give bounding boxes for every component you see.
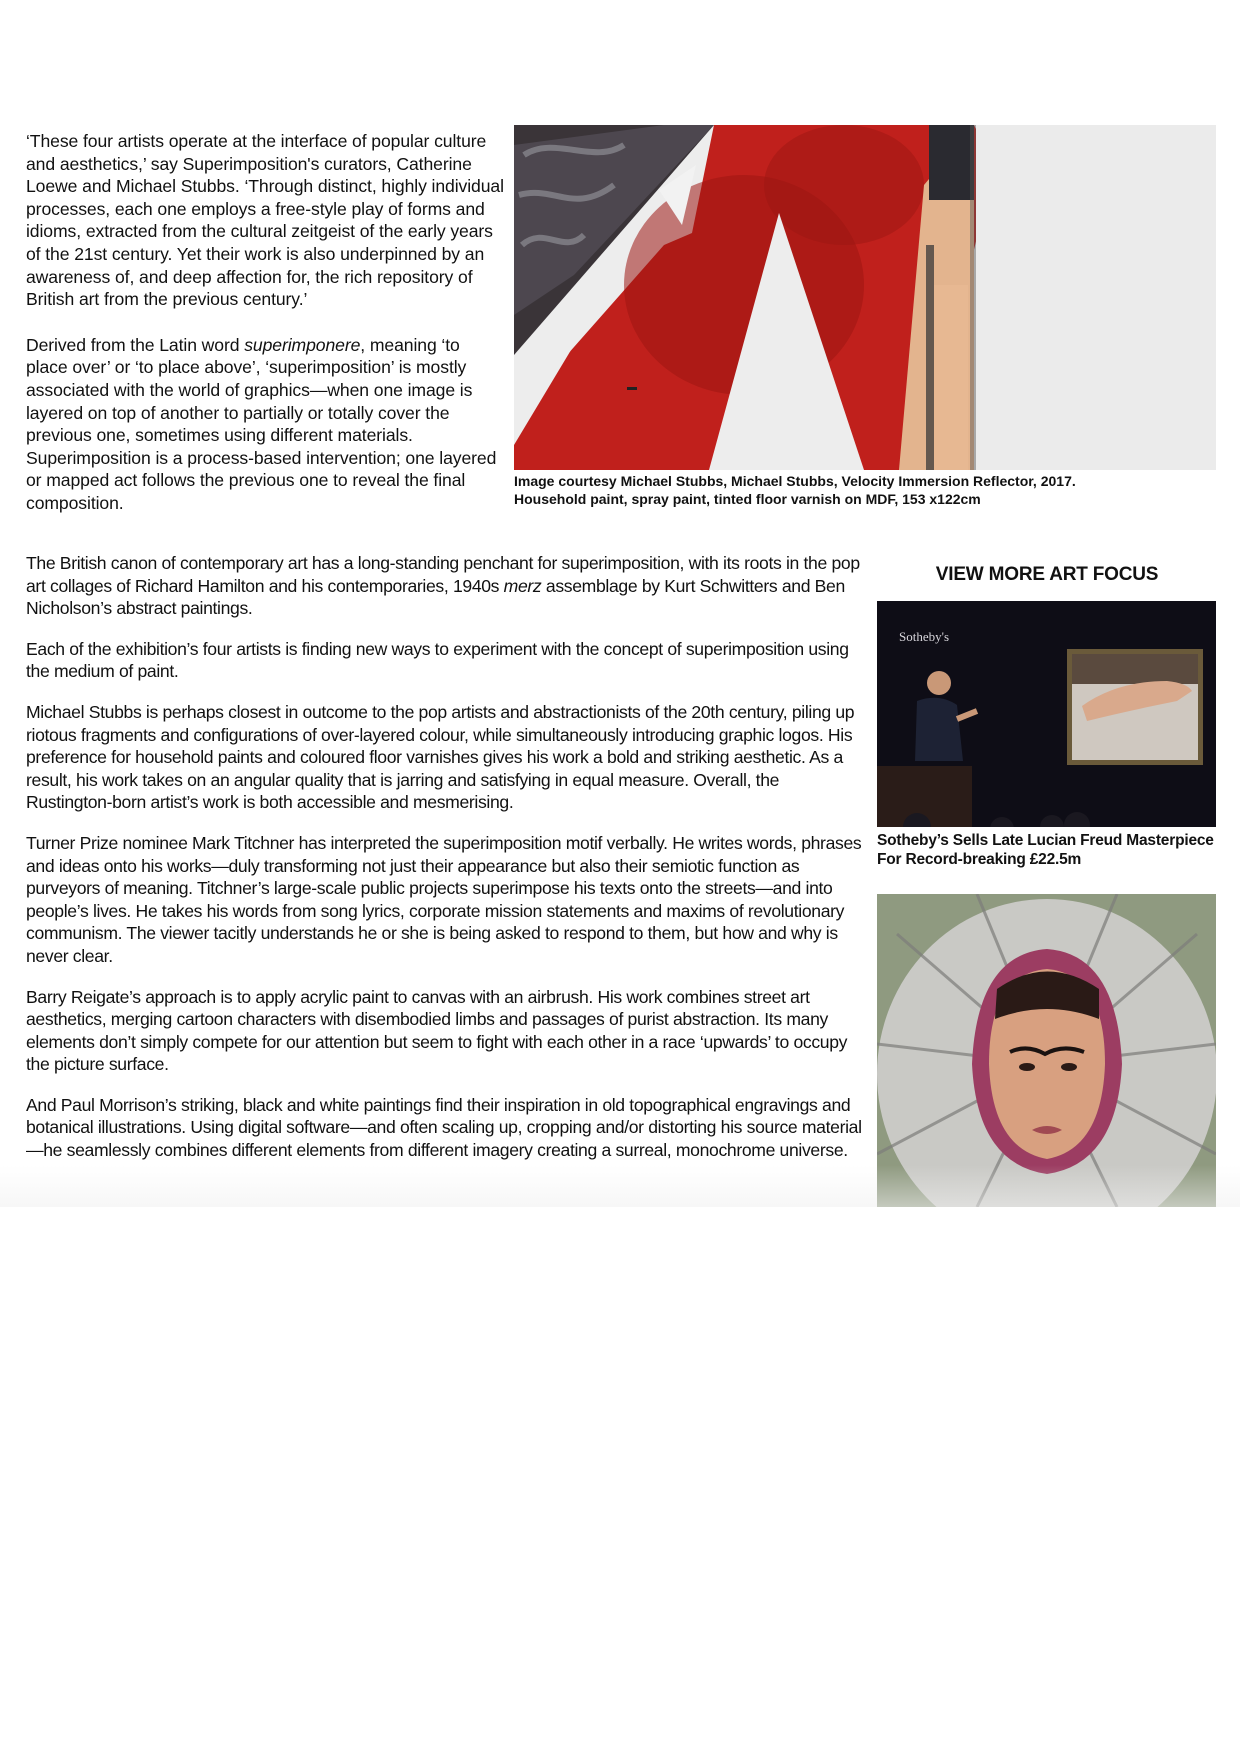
article-paragraph: Michael Stubbs is perhaps closest in outcome to the pop artists and abstractionists of the 20th century, piling up riotous fragments and configurations of over-layered colour, while simultaneously introducing graphic logos. His preference for household paints and coloured floor varnishes gives his work a bold and striking aesthetic. As a result, his work takes on an angular quality that is jarring and satisfying in equal measure. Overall, the Rustington-born artist’s work is both accessible and mesmerising. xyxy=(26,701,855,813)
frida-card-image[interactable] xyxy=(877,894,1216,1207)
sothebys-logo: Sotheby's xyxy=(899,629,950,644)
derived-paragraph xyxy=(26,334,504,515)
painting-artwork xyxy=(514,125,1216,470)
article-paragraph: Barry Reigate’s approach is to apply acrylic paint to canvas with an airbrush. His work combines street art aesthetics, merging cartoon characters with disembodied limbs and passages of purist abstraction. Its many elements don’t simply compete for our attention but seem to fight with each other in a race ‘upwards’ to occupy the picture surface. xyxy=(26,986,848,1075)
article-paragraph: Each of the exhibition’s four artists is finding new ways to experiment with the concept of superimposition using the medium of paint. xyxy=(26,638,849,682)
sothebys-card-image[interactable] xyxy=(877,601,1216,827)
article-body xyxy=(26,552,866,1162)
canon-text-after: assemblage by Kurt Schwitters and Ben Nicholson’s abstract paintings. xyxy=(26,575,845,619)
canon-text-before: The British canon of contemporary art has a long-standing penchant for superimposition, with its roots in the pop art collages of Richard Hamilton and his contemporaries, 1940s xyxy=(26,553,860,596)
canon-paragraph xyxy=(26,552,866,620)
image-caption xyxy=(514,472,1214,508)
sothebys-card-title-link[interactable]: Sotheby’s Sells Late Lucian Freud Masterpiece For Record-breaking £22.5m xyxy=(877,832,1214,868)
intro-paragraph: ‘These four artists operate at the interface of popular culture and aesthetics,’ say Superimposition's curators, Catherine Loewe and Michael Stubbs. ‘Through distinct, highly individual processes, each one employs a free-style play of forms and idioms, extracted from the cultural zeitgeist of the early years of the 21st century. Yet their work is also underpinned by an awareness of, and deep affection for, the rich repository of British art from the previous century.’ xyxy=(26,131,504,310)
article-paragraph: Turner Prize nominee Mark Titchner has interpreted the superimposition motif verbally. He writes words, phrases and ideas onto his works—duly transforming not just their appearance but also their semiotic function as purveyors of meaning. Titchner’s large-scale public projects superimpose his texts onto the streets—and into people’s lives. He takes his words from song lyrics, corporate mission statements and maxims of revolutionary communism. The viewer tacitly understands he or she is being asked to respond to them, but how and why is never clear. xyxy=(26,832,862,966)
derived-text-before: Derived from the Latin word xyxy=(26,334,245,355)
caption-line-1: Image courtesy Michael Stubbs, Michael Stubbs, Velocity Immersion Reflector, 2017. xyxy=(514,473,1076,489)
sothebys-auction-image xyxy=(877,601,1216,827)
article-paragraph: And Paul Morrison’s striking, black and white paintings find their inspiration in old topographical engravings and botanical illustrations. Using digital software—and often scaling up, cropping and/or distorting his source material—he seamlessly combines different elements from different imagery creating a surreal, monochrome universe. xyxy=(26,1094,862,1161)
merz-word: merz xyxy=(503,575,542,596)
intro-column xyxy=(26,130,504,515)
frida-portrait-image xyxy=(877,894,1216,1207)
velocity-immersion-reflector-image xyxy=(514,125,1216,470)
derived-text-after: , meaning ‘to place over’ or ‘to place above’, ‘superimposition’ is mostly associated with the world of graphics—when one image is layered on top of another to partially or totally cover the previous one, sometimes using different materials. Superimposition is a process-based intervention; one layered or mapped act follows the previous one to reveal the final composition. xyxy=(26,334,497,513)
latin-word: superimponere xyxy=(244,334,361,355)
view-more-art-focus-link[interactable]: VIEW MORE ART FOCUS xyxy=(935,564,1159,585)
caption-line-2: Household paint, spray paint, tinted floor varnish on MDF, 153 x122cm xyxy=(514,491,981,507)
